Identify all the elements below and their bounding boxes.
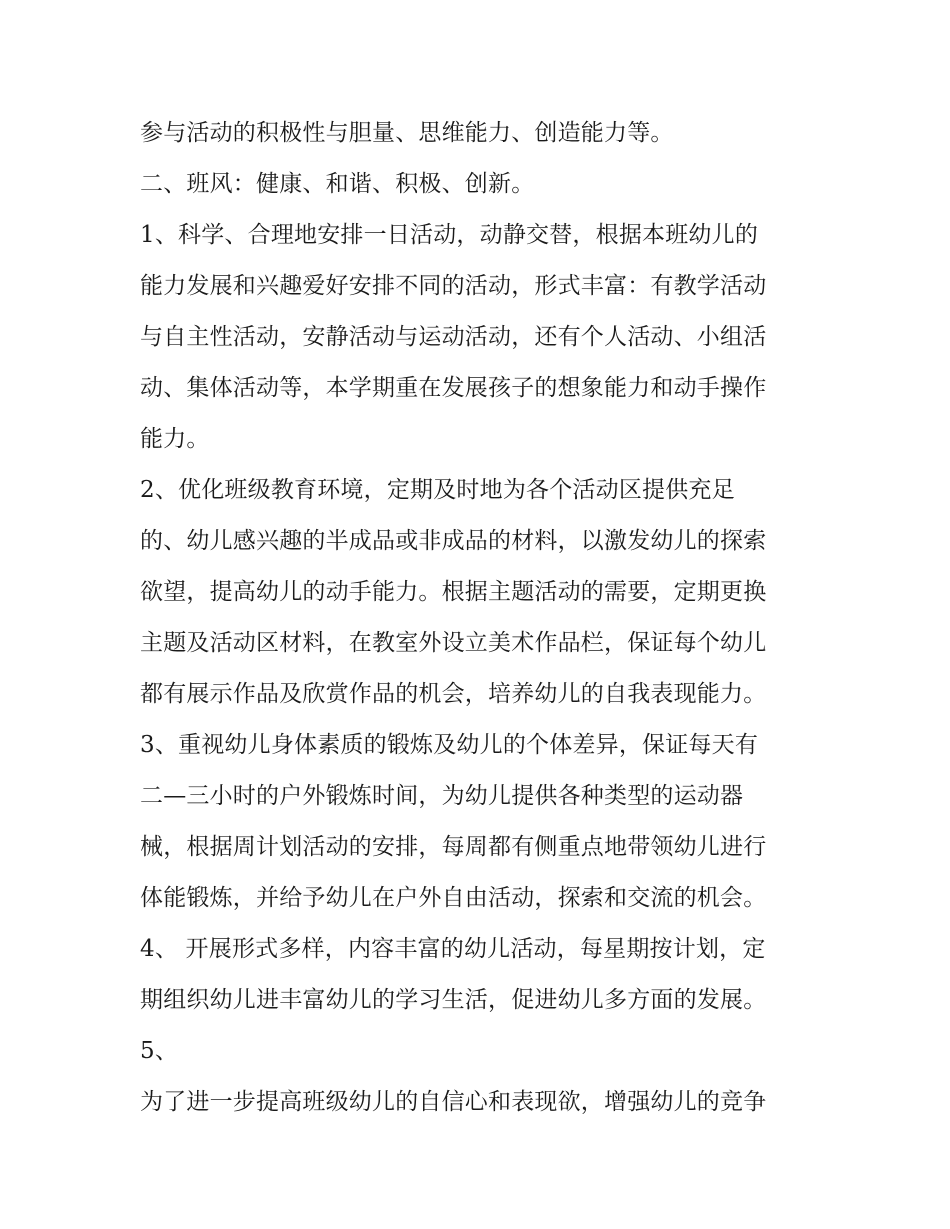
text-line: 参与活动的积极性与胆量、思维能力、创造能力等。 <box>140 120 674 146</box>
document-body <box>140 108 820 1128</box>
text-line: 4、 开展形式多样，内容丰富的幼儿活动，每星期按计划，定 <box>140 936 766 962</box>
text-line: 与自主性活动，安静活动与运动活动，还有个人活动、小组活 <box>140 324 767 350</box>
section-heading: 二、班风：健康、和谐、积极、创新。 <box>140 171 535 197</box>
text-line: 能力发展和兴趣爱好安排不同的活动，形式丰富：有教学活动 <box>140 273 767 299</box>
text-line: 欲望，提高幼儿的动手能力。根据主题活动的需要，定期更换 <box>140 579 767 605</box>
text-line: 动、集体活动等，本学期重在发展孩子的想象能力和动手操作 <box>140 375 767 401</box>
text-line: 1、科学、合理地安排一日活动，动静交替，根据本班幼儿的 <box>140 222 759 248</box>
text-line: 期组织幼儿进丰富幼儿的学习生活，促进幼儿多方面的发展。 <box>140 987 767 1013</box>
text-line: 械，根据周计划活动的安排，每周都有侧重点地带领幼儿进行 <box>140 834 767 860</box>
text-line: 体能锻炼，并给予幼儿在户外自由活动，探索和交流的机会。 <box>140 885 767 911</box>
text-line: 为了进一步提高班级幼儿的自信心和表现欲，增强幼儿的竞争 <box>140 1089 767 1115</box>
text-line: 5、 <box>140 1038 179 1064</box>
text-line: 二—三小时的户外锻炼时间，为幼儿提供各种类型的运动器 <box>140 783 744 809</box>
text-line: 3、重视幼儿身体素质的锻炼及幼儿的个体差异，保证每天有 <box>140 732 759 758</box>
text-line: 主题及活动区材料，在教室外设立美术作品栏，保证每个幼儿 <box>140 630 767 656</box>
text-line: 能力。 <box>140 426 210 452</box>
text-line: 2、优化班级教育环境，定期及时地为各个活动区提供充足 <box>140 477 735 503</box>
text-line: 的、幼儿感兴趣的半成品或非成品的材料，以激发幼儿的探索 <box>140 528 767 554</box>
text-line: 都有展示作品及欣赏作品的机会，培养幼儿的自我表现能力。 <box>140 681 767 707</box>
